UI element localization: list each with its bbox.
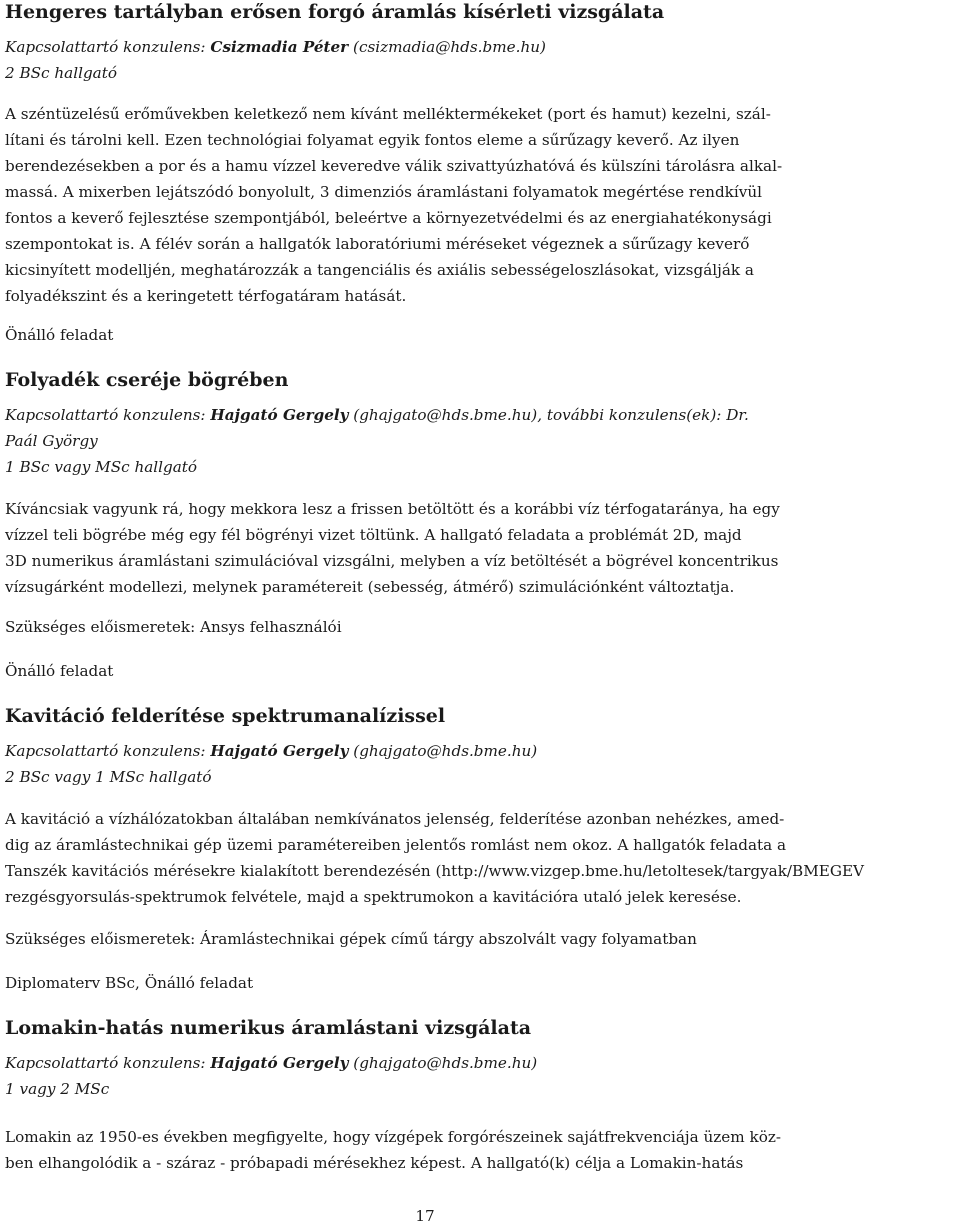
project-title: Lomakin-hatás numerikus áramlástani vizsgálata	[5, 1017, 532, 1039]
consultant-extra: , további konzulens(ek): Dr.	[537, 406, 749, 424]
consultant-line: Kapcsolattartó konzulens: Hajgató Gergely (ghajgato@hds.bme.hu)	[5, 1054, 538, 1072]
description-line: Lomakin az 1950-es években megfigyelte, hogy vízgépek forgórészeinek sajátfrekvenciája üzem köz-	[5, 1128, 781, 1146]
description-line: 3D numerikus áramlástani szimulációval vizsgálni, melyben a víz betöltését a bögrével koncentrikus	[5, 552, 779, 570]
description-line: szempontokat is. A félév során a hallgatók laboratóriumi méréseket végeznek a sűrűzagy keverő	[5, 235, 750, 253]
consultant-line: Kapcsolattartó konzulens: Csizmadia Péter (csizmadia@hds.bme.hu)	[5, 38, 546, 56]
description-line: kicsinyített modelljén, meghatározzák a tangenciális és axiális sebességeloszlásokat, vizsgálják a	[5, 261, 754, 279]
description-line: folyadékszint és a keringetett térfogatáram hatását.	[5, 287, 407, 305]
consultant-email: (ghajgato@hds.bme.hu)	[353, 742, 538, 760]
prerequisites: Szükséges előismeretek: Ansys felhasználói	[5, 618, 342, 636]
students-line: 1 vagy 2 MSc	[5, 1080, 110, 1098]
description-line: vízsugárként modellezi, melynek paramétereit (sebesség, átmérő) szimulációnként változtatja.	[5, 578, 735, 596]
description-line: massá. A mixerben lejátszódó bonyolult, 3 dimenziós áramlástani folyamatok megértése rendkívül	[5, 183, 762, 201]
consultant-extra-line: Paál György	[5, 432, 98, 450]
consultant-name: Hajgató Gergely	[210, 1054, 349, 1072]
consultant-email: (ghajgato@hds.bme.hu)	[353, 406, 538, 424]
project-type: Diplomaterv BSc, Önálló feladat	[5, 974, 254, 992]
consultant-line: Kapcsolattartó konzulens: Hajgató Gergely (ghajgato@hds.bme.hu), további konzulens(ek): Dr.	[5, 406, 749, 424]
prerequisites: Szükséges előismeretek: Áramlástechnikai gépek című tárgy abszolvált vagy folyamatban	[5, 930, 697, 948]
page-number: 17	[415, 1207, 435, 1225]
project-title: Folyadék cseréje bögrében	[5, 369, 289, 391]
project-type: Önálló feladat	[5, 326, 114, 344]
description-line: dig az áramlástechnikai gép üzemi paramétereiben jelentős romlást nem okoz. A hallgatók feladata a	[5, 836, 787, 854]
project-title: Hengeres tartályban erősen forgó áramlás kísérleti vizsgálata	[5, 1, 665, 23]
consultant-email: (ghajgato@hds.bme.hu)	[353, 1054, 538, 1072]
consultant-name: Hajgató Gergely	[210, 742, 349, 760]
students-line: 2 BSc vagy 1 MSc hallgató	[5, 768, 212, 786]
consultant-name: Hajgató Gergely	[210, 406, 349, 424]
description-line: rezgésgyorsulás-spektrumok felvétele, majd a spektrumokon a kavitációra utaló jelek keresése.	[5, 888, 742, 906]
description-line: fontos a keverő fejlesztése szempontjából, beleértve a környezetvédelmi és az energiahatékonysági	[5, 209, 772, 227]
description-line: lítani és tárolni kell. Ezen technológiai folyamat egyik fontos eleme a sűrűzagy keverő. Az ilyen	[5, 131, 740, 149]
consultant-line: Kapcsolattartó konzulens: Hajgató Gergely (ghajgato@hds.bme.hu)	[5, 742, 538, 760]
description-line: Tanszék kavitációs mérésekre kialakított berendezésén (http://www.vizgep.bme.hu/letoltesek/targyak/BMEGEV	[5, 862, 865, 880]
students-line: 1 BSc vagy MSc hallgató	[5, 458, 198, 476]
project-title: Kavitáció felderítése spektrumanalízissel	[5, 705, 446, 727]
project-type: Önálló feladat	[5, 662, 114, 680]
consultant-email: (csizmadia@hds.bme.hu)	[353, 38, 546, 56]
description-line: Kíváncsiak vagyunk rá, hogy mekkora lesz a frissen betöltött és a korábbi víz térfogataránya, ha egy	[5, 500, 780, 518]
description-line: vízzel teli bögrébe még egy fél bögrényi vizet töltünk. A hallgató feladata a problémát 2D, majd	[5, 526, 742, 544]
description-line: A széntüzelésű erőművekben keletkező nem kívánt melléktermékeket (port és hamut) kezelni, szál-	[5, 105, 771, 123]
description-line: berendezésekben a por és a hamu vízzel keveredve válik szivattyúzhatóvá és külszíni tárolásra alkal-	[5, 157, 783, 175]
description-line: A kavitáció a vízhálózatokban általában nemkívánatos jelenség, felderítése azonban nehézkes, amed-	[5, 810, 785, 828]
consultant-name: Csizmadia Péter	[210, 38, 349, 56]
description-line: ben elhangolódik a - száraz - próbapadi mérésekhez képest. A hallgató(k) célja a Lomakin-hatás	[5, 1154, 744, 1172]
students-line: 2 BSc hallgató	[5, 64, 117, 82]
